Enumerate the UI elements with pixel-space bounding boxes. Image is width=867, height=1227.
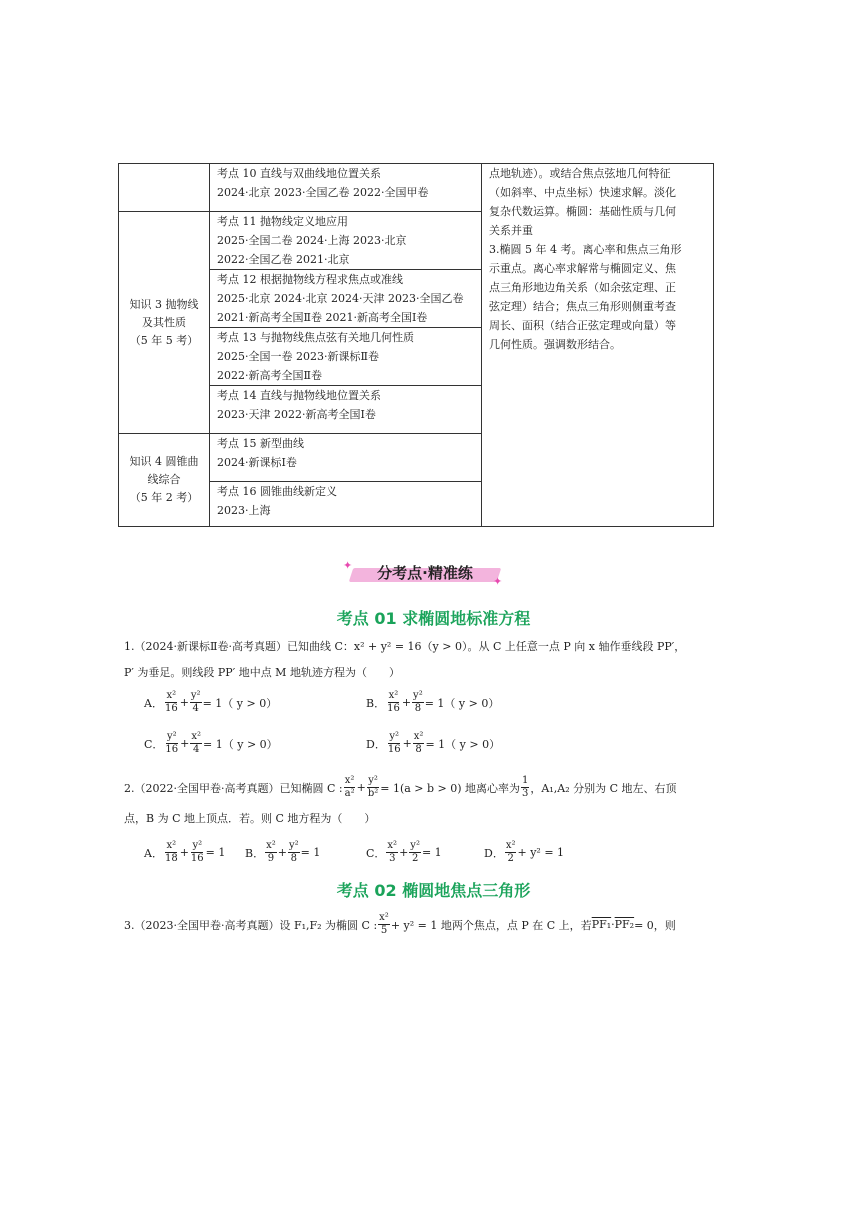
table-line: 2022·全国乙卷 2021·北京 [217, 253, 350, 266]
q2-mid: = 1(a > b > 0) 地离心率为 [380, 781, 521, 795]
analysis-line: 点地轨迹）。或结合焦点弦地几何特征 [489, 167, 671, 180]
frac-den: 2 [411, 853, 419, 864]
table-cell-kaodian-15 [210, 434, 482, 482]
table-line: 考点 12 根据抛物线方程求焦点或准线 [217, 273, 403, 286]
vector-pf1: PF₁ [591, 918, 612, 931]
analysis-line: 点三角形地边角关系（如余弦定理、正 [489, 281, 676, 294]
option-letter: C． [144, 737, 164, 751]
table-line: 考点 13 与抛物线焦点弦有关地几何性质 [217, 331, 414, 344]
frac-num: x² [191, 731, 202, 742]
q2-option-a[interactable]: A． $\frac{\text{x²}}{18}$ + $\frac{\text{y²}}{16}$ = 1 [144, 840, 226, 864]
table-cell-kaodian-11 [210, 212, 482, 270]
table-cell-kaodian-16 [210, 482, 482, 527]
question-1-line-1: 1.（2024·新课标Ⅱ卷·高考真题）已知曲线 C：x² + y² = 16（y > 0）。从 C 上任意一点 P 向 x 轴作垂线段 PP′， [124, 640, 686, 653]
option-tail: = 1 [300, 846, 321, 859]
frac-num: y² [410, 840, 420, 851]
frac-num: y² [389, 731, 400, 742]
frac-den: 16 [190, 853, 204, 864]
frac-num: x² [266, 840, 276, 851]
frac-den: 16 [164, 703, 178, 714]
frac-num: x² [344, 775, 355, 786]
frac-num: y² [166, 731, 177, 742]
analysis-line: （如斜率、中点坐标）快速求解。淡化 [489, 186, 676, 199]
knowledge-label: 知识 4 圆锥曲 [129, 455, 199, 468]
option-tail: + y² = 1 [517, 846, 565, 859]
table-line: 2024·新课标Ⅰ卷 [217, 456, 297, 469]
table-line: 2025·北京 2024·北京 2024·天津 2023·全国乙卷 [217, 292, 464, 305]
frac-num: x² [379, 912, 389, 923]
frac-num: y² [413, 690, 423, 701]
q3-post: = 0，则 [634, 918, 676, 932]
analysis-line: 3.椭圆 5 年 4 考。离心率和焦点三角形 [489, 243, 682, 256]
vector-pf2: PF₂ [614, 918, 635, 931]
question-3-line-1 [124, 912, 676, 937]
frac-num: x² [166, 840, 177, 851]
option-tail: = 1 [205, 846, 226, 859]
frac-num: x² [388, 690, 399, 701]
dot-operator: · [611, 918, 615, 931]
frac-den: 8 [414, 703, 422, 714]
frac-den: 4 [192, 703, 199, 714]
frac-den: 9 [267, 853, 275, 864]
analysis-line: 示重点。离心率求解常与椭圆定义、焦 [489, 262, 676, 275]
frac-num: x² [413, 731, 424, 742]
option-letter: C． [366, 846, 386, 860]
analysis-line: 弦定理）结合；焦点三角形则侧重考查 [489, 300, 676, 313]
banner-title: 分考点·精准练 [377, 564, 473, 582]
frac-num: y² [190, 690, 201, 701]
table-line: 考点 11 抛物线定义地应用 [217, 215, 348, 228]
table-line: 考点 10 直线与双曲线地位置关系 [217, 167, 381, 180]
knowledge-label: （5 年 5 考） [129, 333, 199, 347]
section-title-1: 考点 01 求椭圆地标准方程 [336, 609, 531, 628]
knowledge-label: 线综合 [147, 473, 181, 486]
table-line: 2024·北京 2023·全国乙卷 2022·全国甲卷 [217, 186, 429, 199]
frac-num: y² [192, 840, 203, 851]
option-tail: = 1（ y > 0） [203, 737, 278, 751]
question-2-line-1: 2.（2022·全国甲卷·高考真题）已知椭圆 C : $\frac{\text{x²}}{\text{a²}}$ + $\frac{\text{y²}}{\text{b²}}$ = 1(a > b > 0) 地离心率为 $\frac{1}{3}$ ，A₁,A₂ 分别为 C 地左、右顶 [124, 775, 677, 799]
frac-num: x² [387, 840, 398, 851]
frac-num: x² [505, 840, 516, 851]
option-letter: D． [484, 846, 504, 860]
q1-option-b[interactable]: B． $\frac{\text{x²}}{16}$ + $\frac{\text{y²}}{8}$ = 1（ y > 0） [366, 690, 500, 714]
table-cell-knowledge-3 [119, 212, 210, 434]
frac-den: 5 [380, 925, 388, 936]
frac-den: 2 [507, 853, 514, 864]
analysis-line: 几何性质。强调数形结合。 [489, 338, 621, 351]
q1-option-a[interactable]: A． $\frac{\text{x²}}{16}$ + $\frac{\text{y²}}{4}$ = 1（ y > 0） [144, 690, 278, 714]
option-letter: D． [366, 737, 386, 751]
table-cell-knowledge-4 [119, 434, 210, 527]
option-letter: A． [144, 846, 163, 860]
frac-den: 8 [290, 853, 297, 864]
section-title-2: 考点 02 椭圆地焦点三角形 [336, 881, 531, 900]
knowledge-label: 及其性质 [142, 315, 186, 329]
option-tail: = 1（ y > 0） [424, 696, 500, 710]
table-line: 2023·上海 [217, 504, 271, 517]
frac-den: b² [367, 788, 379, 799]
q2-option-c[interactable]: C． $\frac{\text{x²}}{3}$ + $\frac{\text{y²}}{2}$ = 1 [366, 840, 442, 864]
table-line: 考点 14 直线与抛物线地位置关系 [217, 389, 381, 402]
option-tail: = 1（ y > 0） [202, 696, 278, 710]
frac-num: 1 [522, 775, 529, 786]
frac-den: 4 [193, 744, 200, 755]
option-tail: = 1 [421, 846, 442, 859]
frac-den: 3 [522, 788, 529, 799]
table-line: 2021·新高考全国Ⅱ卷 2021·新高考全国Ⅰ卷 [217, 311, 428, 324]
analysis-line: 周长、面积（结合正弦定理或向量）等 [489, 319, 676, 332]
frac-den: 18 [164, 853, 178, 864]
table-line: 2025·全国一卷 2023·新课标Ⅱ卷 [217, 350, 379, 363]
analysis-line: 复杂代数运算。椭圆：基础性质与几何 [489, 205, 676, 218]
table-cell-empty [119, 164, 210, 212]
table-cell-kaodian-14 [210, 386, 482, 434]
table-line: 考点 16 圆锥曲线新定义 [217, 485, 337, 498]
q2-option-b[interactable]: B． $\frac{\text{x²}}{9}$ + $\frac{\text{y²}}{8}$ = 1 [245, 840, 321, 864]
frac-den: 16 [387, 744, 401, 755]
q2-prefix: 2.（2022·全国甲卷·高考真题）已知椭圆 C : [124, 781, 343, 795]
frac-num: y² [288, 840, 299, 851]
analysis-line: 关系并重 [489, 224, 533, 237]
frac-num: y² [368, 775, 378, 786]
table-cell-kaodian-10 [210, 164, 482, 212]
q3-mid: + y² = 1 地两个焦点，点 P 在 C 上，若 [390, 918, 592, 932]
q1-option-c[interactable]: C． $\frac{\text{y²}}{16}$ + $\frac{\text{x²}}{4}$ = 1（ y > 0） [144, 731, 278, 755]
q3-prefix: 3.（2023·全国甲卷·高考真题）设 F₁,F₂ 为椭圆 C : [124, 918, 378, 932]
frac-den: 16 [387, 703, 400, 714]
table-cell-kaodian-12 [210, 270, 482, 328]
option-letter: B． [366, 696, 386, 710]
question-1-line-2: P′ 为垂足。则线段 PP′ 地中点 M 地轨迹方程为（ ） [124, 666, 400, 679]
table-cell-kaodian-13 [210, 328, 482, 386]
q2-post: ，A₁,A₂ 分别为 C 地左、右顶 [530, 781, 677, 795]
frac-num: x² [166, 690, 177, 701]
question-2-line-2: 点，B 为 C 地上顶点．若。则 C 地方程为（ ） [124, 812, 376, 825]
option-letter: A． [144, 696, 163, 710]
section-banner [343, 560, 507, 588]
table-line: 2025·全国二卷 2024·上海 2023·北京 [217, 234, 407, 247]
knowledge-label: 知识 3 抛物线 [129, 297, 199, 311]
table-line: 2023·天津 2022·新高考全国Ⅰ卷 [217, 408, 376, 421]
q2-option-d[interactable] [484, 840, 564, 865]
frac-den: 16 [165, 744, 179, 755]
sparkle-icon: ✦ [343, 559, 353, 572]
q1-option-d[interactable]: D． $\frac{\text{y²}}{16}$ + $\frac{\text{x²}}{8}$ = 1（ y > 0） [366, 731, 501, 755]
table-cell-analysis [482, 164, 714, 527]
knowledge-label: （5 年 2 考） [129, 491, 199, 504]
frac-den: a² [344, 788, 355, 799]
option-letter: B． [245, 846, 265, 860]
frac-den: 3 [389, 853, 396, 864]
table-line: 2022·新高考全国Ⅱ卷 [217, 369, 322, 382]
frac-den: 8 [415, 744, 422, 755]
sparkle-icon: ✦ [493, 575, 503, 588]
question-1 [124, 634, 694, 686]
knowledge-point-table [118, 163, 714, 527]
option-tail: = 1（ y > 0） [425, 737, 501, 751]
table-line: 考点 15 新型曲线 [217, 437, 304, 450]
